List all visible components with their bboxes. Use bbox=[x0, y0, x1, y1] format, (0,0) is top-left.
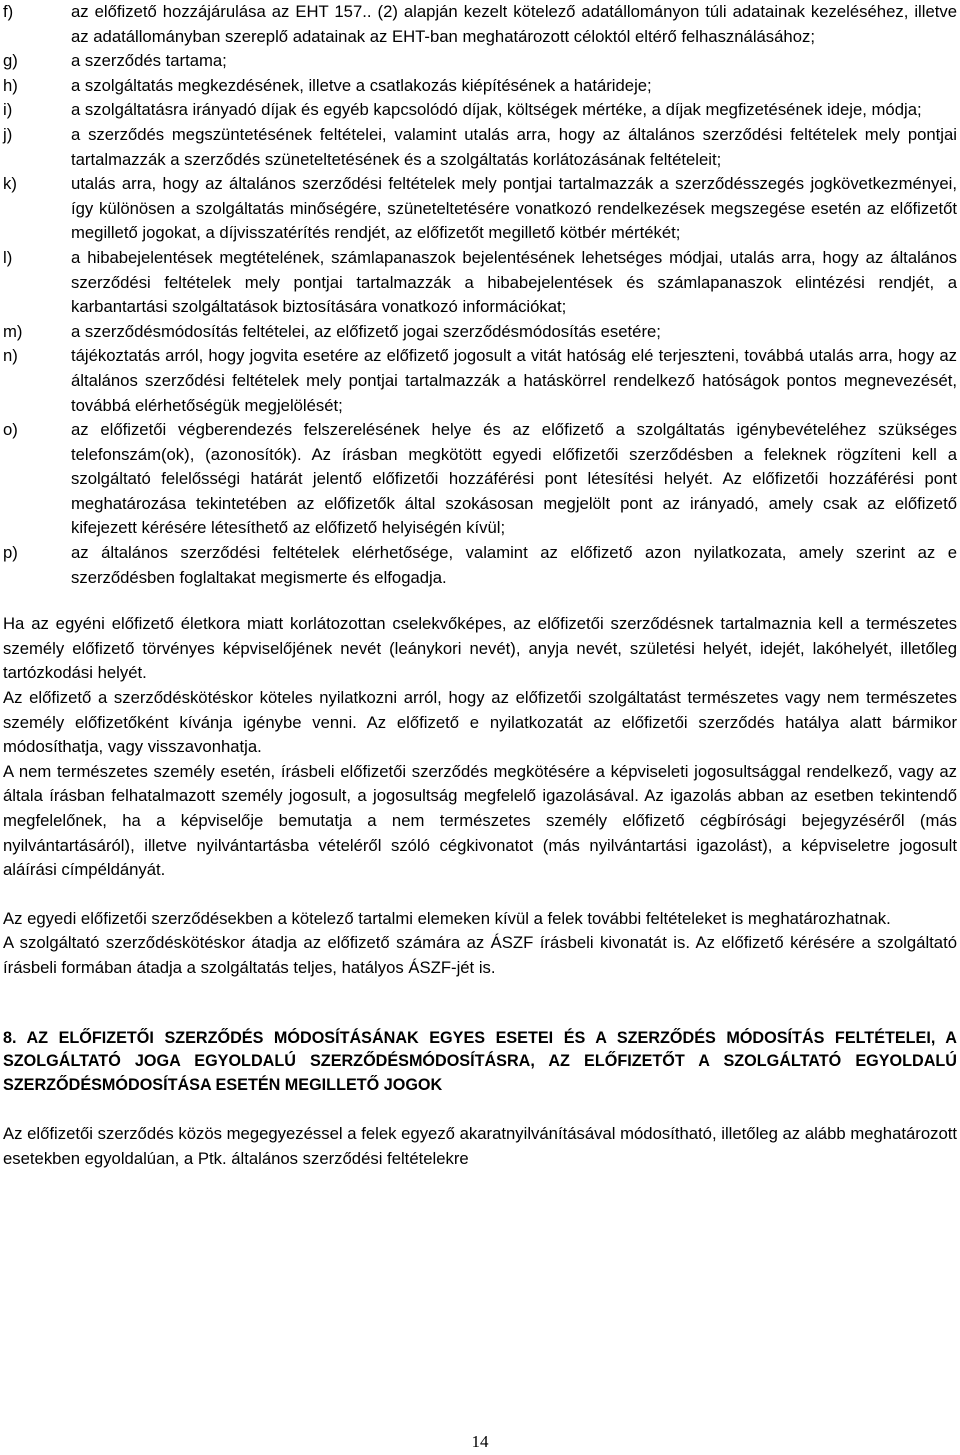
list-marker: g) bbox=[3, 51, 18, 71]
list-item-text: a szerződésmódosítás feltételei, az előfizető jogai szerződésmódosítás esetére; bbox=[71, 321, 661, 341]
list-marker: p) bbox=[3, 543, 18, 563]
list-item-n bbox=[3, 344, 957, 418]
list-item-k bbox=[3, 172, 957, 246]
list-item-m bbox=[3, 320, 957, 345]
list-item-l bbox=[3, 246, 957, 320]
paragraph-additional-terms: Az egyedi előfizetői szerződésekben a kötelező tartalmi elemeken kívül a felek további feltételeket is meghatározhatnak. bbox=[3, 908, 891, 928]
list-marker: k) bbox=[3, 174, 17, 194]
list-marker: h) bbox=[3, 75, 18, 95]
list-marker: m) bbox=[3, 321, 23, 341]
paragraph-aszf-extract: A szolgáltató szerződéskötéskor átadja az előfizető számára az ÁSZF írásbeli kivonatát is. Az előfizető kérésére a szolgáltató írásbeli formában átadja a szolgáltatás teljes, hatályos ÁSZF-jét is. bbox=[3, 933, 957, 977]
list-item-i bbox=[3, 98, 957, 123]
list-item-text: a szolgáltatásra irányadó díjak és egyéb kapcsolódó díjak, költségek mértéke, a díjak megfizetésének ideje, módja; bbox=[71, 100, 922, 120]
paragraph-legal-entity: A nem természetes személy esetén, írásbeli előfizetői szerződés megkötésére a képviseleti jogosultsággal rendelkező, vagy az általa írásban felhatalmazott személy jogosult, a jogosultság megfelelő igazolásával. Az igazolás abban az esetben tekintendő megfelelőnek, ha a képviselője bemutatja a nem természetes személy előfizető cégbírósági bejegyzéséről (más nyilvántartásáról), illetve nyilvántartásba vételéről szóló cégkivonatot (más nyilvántartási igazolást), a képviseletre jogosult aláírási címpéldányát. bbox=[3, 761, 957, 880]
list-item-f bbox=[3, 0, 957, 49]
list-item-j bbox=[3, 123, 957, 172]
list-item-text: az előfizető hozzájárulása az EHT 157.. (2) alapján kezelt kötelező adatállományon túli adatainak kezeléséhez, illetve az adatállományban szereplő adatainak az EHT-ban meghatározott céloktól eltérő felhasználásához; bbox=[71, 2, 957, 46]
list-item-o bbox=[3, 418, 957, 541]
list-marker: n) bbox=[3, 346, 18, 366]
list-item-text: a szolgáltatás megkezdésének, illetve a csatlakozás kiépítésének a határideje; bbox=[71, 75, 652, 95]
list-marker: l) bbox=[3, 247, 13, 267]
paragraph-subscriber-declaration: Az előfizető a szerződéskötéskor köteles nyilatkozni arról, hogy az előfizetői szolgáltatást természetes vagy nem természetes személy előfizetőként kívánja igénybe venni. Az előfizető e nyilatkozatát az előfizetői szerződés hatálya alatt bármikor módosíthatja, vagy visszavonhatja. bbox=[3, 688, 957, 757]
list-item-text: az általános szerződési feltételek elérhetősége, valamint az előfizető azon nyilatkozata, amely szerint az e szerződésben foglaltakat megismerte és elfogadja. bbox=[71, 543, 957, 587]
list-item-text: utalás arra, hogy az általános szerződési feltételek mely pontjai tartalmazzák a szerződésszegés jogkövetkezményei, így különösen a szolgáltatás minőségére, szüneteltetésére vonatkozó rendelkezések megszegése esetén az előfizetőt megillető jogokat, a díjvisszatérítés rendjét, az előfizetőt megillető kötbér mértékét; bbox=[71, 174, 957, 243]
list-item-text: a hibabejelentések megtételének, számlapanaszok bejelentésének lehetséges módjai, utalás arra, hogy az általános szerződési feltételek mely pontjai tartalmazzák a hibabejelentések és számlapanaszok elintézési rendjét, a karbantartási szolgáltatások biztosítására vonatkozó információkat; bbox=[71, 247, 957, 317]
page-number: 14 bbox=[471, 1432, 489, 1451]
list-item-text: a szerződés megszüntetésének feltételei, valamint utalás arra, hogy az általános szerződési feltételek mely pontjai tartalmazzák a szerződés szüneteltetésének és a szolgáltatás korlátozásának feltételeit; bbox=[71, 124, 957, 169]
section-heading: 8. AZ ELŐFIZETŐI SZERZŐDÉS MÓDOSÍTÁSÁNAK EGYES ESETEI ÉS A SZERZŐDÉS MÓDOSÍTÁS FELTÉTELEI, A SZOLGÁLTATÓ JOGA EGYOLDALÚ SZERZŐDÉSMÓDOSÍTÁSRA, AZ ELŐFIZETŐT A SZOLGÁLTATÓ EGYOLDALÚ SZERZŐDÉSMÓDOSÍTÁSA ESETÉN MEGILLETŐ JOGOK bbox=[3, 1028, 957, 1095]
paragraph-contract-modification: Az előfizetői szerződés közös megegyezéssel a felek egyező akaratnyilvánításával módosítható, illetőleg az alább meghatározott esetekben egyoldalúan, a Ptk. általános szerződési feltételekre bbox=[3, 1123, 957, 1168]
list-marker: o) bbox=[3, 420, 18, 440]
page-content bbox=[3, 0, 957, 1171]
paragraph-minor-subscriber: Ha az egyéni előfizető életkora miatt korlátozottan cselekvőképes, az előfizetői szerződésnek tartalmaznia kell a természetes személy előfizető törvényes képviselőjének nevét (leánykori nevét), anyja nevét, születési helyét, idejét, lakóhelyét, illetőleg tartózkodási helyét. bbox=[3, 614, 957, 683]
list-item-p bbox=[3, 541, 957, 590]
list-item-text: az előfizetői végberendezés felszerelésének helye és az előfizető a szolgáltatás igénybevételéhez szükséges telefonszám(ok), (azonosítók). Az írásban megkötött egyedi előfizetői szerződésben a feleknek rögzíteni kell a szolgáltató felelősségi határát jelentő előfizetői hozzáférési pont létesítési helyét. Az előfizetői hozzáférési pont meghatározása tekintetében az előfizetők által szokásosan megjelölt pont az irányadó, amely csak az előfizető kifejezett kérésére létesíthető az előfizető helyiségén kívül; bbox=[71, 420, 957, 538]
list-item-text: a szerződés tartama; bbox=[71, 51, 227, 71]
list-marker: j) bbox=[3, 124, 13, 144]
list-item-g bbox=[3, 49, 957, 74]
list-item-h bbox=[3, 74, 957, 99]
list-item-text: tájékoztatás arról, hogy jogvita esetére az előfizető jogosult a vitát hatóság elé terjeszteni, továbbá utalás arra, hogy az általános szerződési feltételek mely pontjai tartalmazzák a hatáskörrel rendelkező hatóságok pontos megnevezését, továbbá elérhetőségük megjelölését; bbox=[71, 346, 957, 415]
list-marker: i) bbox=[3, 100, 13, 120]
list-marker: f) bbox=[3, 2, 14, 21]
